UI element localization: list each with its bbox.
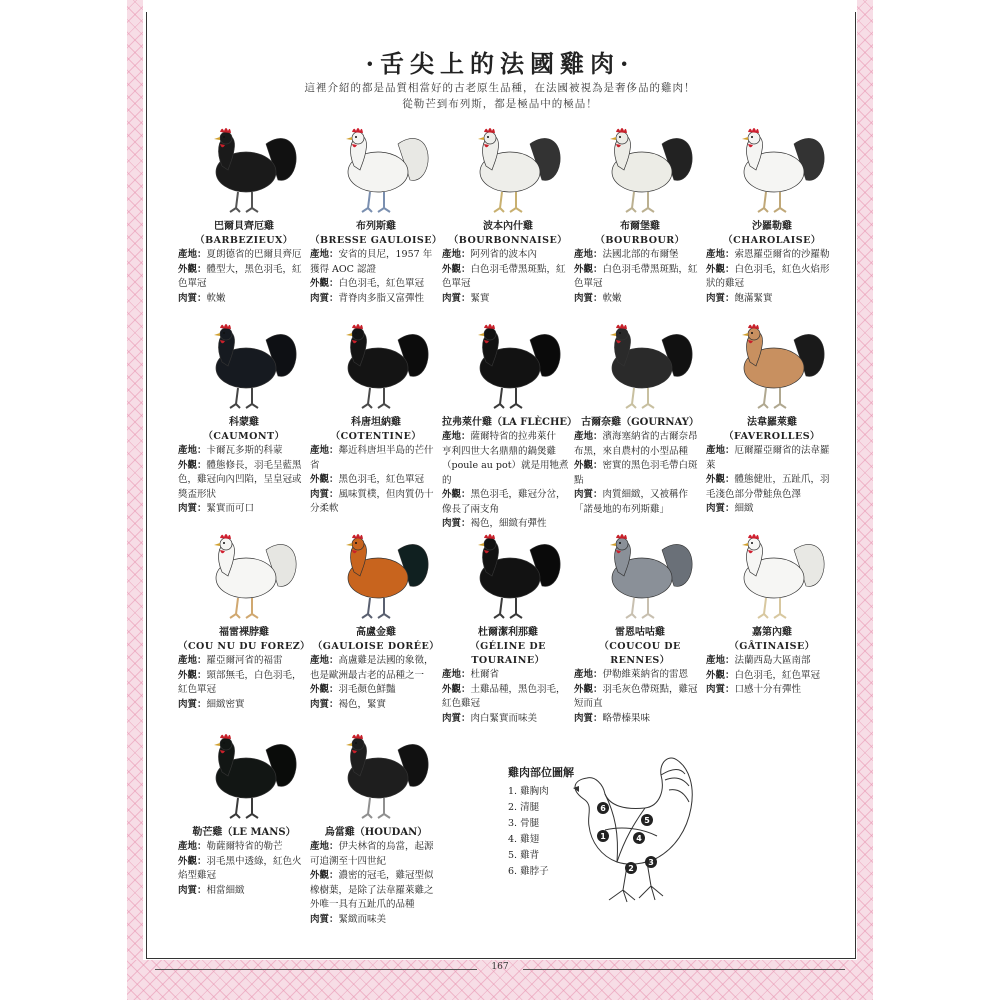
breed-card bbox=[178, 528, 310, 712]
breed-detail-line bbox=[442, 292, 574, 307]
breed-card bbox=[310, 122, 442, 306]
detail-text: 緊緻而味美 bbox=[338, 913, 387, 925]
detail-label: 產地： bbox=[178, 655, 207, 666]
left-pattern-border bbox=[127, 0, 143, 1000]
detail-text: 褐色，緊實 bbox=[338, 698, 387, 710]
page-title: ·舌尖上的法國雞肉· bbox=[365, 49, 635, 78]
detail-text: 萊 bbox=[706, 459, 716, 471]
breed-detail-line bbox=[310, 669, 442, 684]
detail-label: 外觀： bbox=[178, 855, 207, 867]
breed-detail-line bbox=[574, 248, 706, 263]
breed-detail-line bbox=[706, 654, 838, 669]
detail-label: 外觀： bbox=[706, 474, 735, 485]
detail-text: 杜爾省 bbox=[470, 669, 500, 680]
breed-detail-line bbox=[310, 473, 442, 488]
breed-name: 巴爾貝齊厄雞 bbox=[214, 221, 274, 232]
breed-name: 科蒙雞 bbox=[229, 417, 259, 428]
breed-name: 福雷裸脖雞 bbox=[219, 627, 269, 638]
detail-text: 短而直 bbox=[574, 698, 603, 709]
detail-text: 色，雞冠向內凹陷，呈皇冠或 bbox=[178, 474, 302, 485]
detail-label: 肉質： bbox=[442, 292, 471, 304]
breed-french-name: （CAUMONT） bbox=[203, 431, 285, 442]
detail-text: 法蘭西島大區南部 bbox=[734, 655, 811, 666]
breed-detail-line bbox=[178, 669, 310, 684]
detail-text: 法國北部的布爾堡 bbox=[602, 249, 679, 260]
detail-text: 狀的雞冠 bbox=[706, 278, 745, 289]
breed-card bbox=[178, 728, 310, 898]
breed-detail-line bbox=[178, 884, 310, 899]
breed-detail-line bbox=[310, 263, 442, 278]
breed-detail-line bbox=[178, 654, 310, 669]
breed-detail-line bbox=[310, 292, 442, 307]
detail-text: 夏朗德省的巴爾貝齊厄 bbox=[206, 249, 302, 260]
detail-label: 肉質： bbox=[574, 712, 603, 724]
detail-text: 點 bbox=[574, 474, 584, 486]
detail-text: 焰型雞冠 bbox=[178, 870, 217, 881]
detail-label: 外觀： bbox=[442, 683, 471, 695]
breed-detail-line bbox=[574, 263, 706, 278]
footer-rule-left bbox=[155, 969, 477, 970]
detail-text: 略帶榛果味 bbox=[602, 712, 651, 724]
detail-text: 羽毛顏色鮮豔 bbox=[338, 684, 396, 695]
parts-item: 4. 雞翅 bbox=[508, 834, 540, 845]
chicken-illustration bbox=[178, 318, 310, 414]
detail-text: 厄爾羅亞爾省的法韋羅 bbox=[734, 445, 830, 456]
breed-french-name: （COU NU DU FOREZ） bbox=[178, 641, 311, 652]
chicken-illustration bbox=[574, 528, 706, 624]
detail-text: 獎盃形狀 bbox=[178, 488, 217, 500]
breed-french-name: （BARBEZIEUX） bbox=[195, 235, 293, 246]
detail-text: 亨利四世大名鼎鼎的鍋煲雞 bbox=[442, 445, 557, 457]
detail-label: 產地： bbox=[706, 655, 735, 666]
detail-label: 外觀： bbox=[442, 263, 471, 275]
detail-label: 產地： bbox=[574, 249, 603, 260]
detail-text: 白色羽毛，紅色單冠 bbox=[338, 278, 425, 289]
detail-text: 像長了兩支角 bbox=[442, 503, 500, 515]
chicken-illustration bbox=[310, 318, 442, 414]
detail-text: 白色羽毛，紅色單冠 bbox=[734, 669, 821, 681]
part-label: 5 bbox=[644, 816, 650, 825]
breed-detail-line bbox=[178, 444, 310, 459]
breed-detail-line bbox=[310, 248, 442, 263]
breed-detail-line bbox=[574, 668, 706, 683]
detail-text: 肉白緊實而味美 bbox=[470, 712, 538, 724]
parts-item: 6. 雞脖子 bbox=[508, 866, 549, 877]
chicken-illustration bbox=[178, 528, 310, 624]
breed-detail-line bbox=[706, 263, 838, 278]
breed-name: 勒芒雞（LE MANS） bbox=[192, 827, 296, 838]
breed-detail-line bbox=[706, 444, 838, 459]
detail-text: 伊夫林省的烏當，起源 bbox=[338, 841, 434, 852]
detail-label: 外觀： bbox=[574, 263, 603, 275]
detail-label: 產地： bbox=[574, 669, 603, 680]
detail-label: 肉質： bbox=[178, 292, 207, 304]
detail-label: 產地： bbox=[442, 249, 471, 260]
detail-text: 口感十分有彈性 bbox=[734, 684, 802, 695]
breed-detail-line bbox=[178, 277, 310, 292]
detail-label: 外觀： bbox=[178, 263, 207, 275]
breed-detail-line bbox=[310, 683, 442, 698]
breed-detail-line bbox=[442, 488, 574, 503]
subtitle-line-2: 從勒芒到布列斯，都是極品中的極品！ bbox=[402, 98, 598, 110]
breed-detail-line bbox=[706, 683, 838, 698]
detail-text: 阿列省的波本內 bbox=[470, 249, 538, 260]
chicken-illustration bbox=[442, 318, 574, 414]
detail-text: （poule au pot）就是用牠煮的 bbox=[442, 460, 569, 486]
detail-text: 背脊肉多脂又富彈性 bbox=[338, 292, 425, 304]
detail-text: 色單冠 bbox=[442, 278, 471, 289]
breed-french-name: （CHAROLAISE） bbox=[723, 235, 821, 246]
chicken-illustration bbox=[178, 122, 310, 218]
detail-label: 產地： bbox=[706, 445, 735, 456]
breed-detail-line bbox=[310, 698, 442, 713]
detail-label: 外觀： bbox=[574, 683, 603, 695]
breed-french-name: （FAVEROLLES） bbox=[723, 431, 821, 442]
detail-text: 體型大，黑色羽毛，紅 bbox=[206, 263, 302, 275]
breed-detail-line bbox=[574, 697, 706, 712]
breed-detail-line bbox=[310, 913, 442, 928]
detail-label: 產地： bbox=[310, 445, 339, 456]
breed-name: 科唐坦納雞 bbox=[351, 417, 401, 428]
breed-detail-line bbox=[706, 488, 838, 503]
breed-card bbox=[310, 318, 442, 517]
breed-name: 古爾奈雞（GOURNAY） bbox=[581, 417, 699, 428]
breed-detail-line bbox=[442, 277, 574, 292]
breed-name: 拉弗萊什雞（LA FLÈCHE） bbox=[442, 417, 578, 428]
detail-label: 產地： bbox=[178, 445, 207, 456]
chicken-illustration bbox=[574, 318, 706, 414]
page-number: 167 bbox=[491, 962, 509, 972]
breed-name: 法韋羅萊雞 bbox=[747, 417, 797, 428]
breed-detail-line bbox=[574, 445, 706, 460]
detail-text: 白色羽毛，紅色火焰形 bbox=[734, 263, 830, 275]
breed-detail-line bbox=[574, 459, 706, 474]
breed-detail-line bbox=[442, 503, 574, 518]
breed-card bbox=[178, 122, 310, 306]
detail-text: 肉質細緻，又被稱作 bbox=[602, 489, 689, 500]
detail-text: 毛淺色部分帶鮭魚色澤 bbox=[706, 488, 802, 500]
detail-text: 外唯一具有五趾爪的品種 bbox=[310, 899, 415, 910]
breed-card bbox=[706, 528, 838, 698]
breed-detail-line bbox=[178, 502, 310, 517]
detail-text: 薩爾特省的拉弗萊什 bbox=[470, 431, 557, 442]
detail-text: 色單冠 bbox=[574, 278, 603, 289]
detail-text: 風味質樸，但肉質仍十 bbox=[338, 488, 434, 500]
detail-text: 伊勒維萊納省的雷恩 bbox=[602, 669, 689, 680]
breed-detail-line bbox=[442, 712, 574, 727]
detail-label: 肉質： bbox=[178, 698, 207, 710]
detail-label: 外觀： bbox=[310, 684, 339, 695]
breed-card bbox=[442, 528, 574, 726]
parts-item: 1. 雞胸肉 bbox=[508, 786, 549, 797]
breed-card bbox=[574, 528, 706, 726]
detail-text: 安省的貝尼，1957 年 bbox=[338, 249, 433, 260]
breed-french-name: （GÉLINE DE TOURAINE） bbox=[470, 641, 546, 666]
breed-french-name: （GÂTINAISE） bbox=[729, 641, 815, 652]
breed-detail-line bbox=[706, 473, 838, 488]
detail-label: 產地： bbox=[178, 249, 207, 260]
breed-detail-line bbox=[310, 840, 442, 855]
breed-detail-line bbox=[310, 869, 442, 884]
breed-name: 沙羅勒雞 bbox=[752, 221, 792, 232]
part-label: 1 bbox=[600, 832, 606, 841]
breed-detail-line bbox=[178, 488, 310, 503]
detail-label: 產地： bbox=[310, 841, 339, 852]
detail-text: 白色羽毛帶黑斑點，紅 bbox=[470, 263, 566, 275]
detail-label: 產地： bbox=[706, 249, 735, 260]
breed-card bbox=[310, 528, 442, 712]
detail-label: 產地： bbox=[310, 655, 339, 666]
chicken-illustration bbox=[442, 528, 574, 624]
breed-french-name: （GAULOISE DORÉE） bbox=[312, 641, 440, 652]
breed-detail-line bbox=[178, 683, 310, 698]
chicken-parts-diagram bbox=[565, 750, 715, 920]
breed-detail-line bbox=[442, 445, 574, 460]
detail-text: 羽毛灰色帶斑點，雞冠 bbox=[602, 683, 698, 695]
breed-detail-line bbox=[310, 488, 442, 503]
detail-label: 產地： bbox=[574, 431, 603, 442]
detail-label: 產地： bbox=[178, 841, 207, 852]
breed-detail-line bbox=[442, 459, 574, 488]
chicken-illustration bbox=[706, 122, 838, 218]
breed-detail-line bbox=[442, 697, 574, 712]
breed-detail-line bbox=[706, 669, 838, 684]
breed-detail-line bbox=[706, 277, 838, 292]
breed-detail-line bbox=[706, 459, 838, 474]
breed-detail-line bbox=[574, 683, 706, 698]
chicken-illustration bbox=[310, 122, 442, 218]
detail-label: 外觀： bbox=[310, 870, 339, 881]
breed-french-name: （BOURBONNAISE） bbox=[448, 235, 568, 246]
detail-text: 相當細緻 bbox=[206, 884, 245, 896]
detail-text: 高盧雞是法國的象徵， bbox=[338, 655, 434, 666]
chicken-illustration bbox=[442, 122, 574, 218]
breed-card bbox=[442, 318, 578, 532]
detail-text: 羽毛黑中透綠，紅色火 bbox=[206, 855, 302, 867]
breed-name: 烏當雞（HOUDAN） bbox=[324, 827, 428, 838]
detail-label: 肉質： bbox=[310, 698, 339, 710]
detail-label: 外觀： bbox=[706, 669, 735, 681]
breed-detail-line bbox=[178, 855, 310, 870]
detail-text: 勒薩爾特省的勒芒 bbox=[206, 841, 283, 852]
detail-label: 肉質： bbox=[178, 884, 207, 896]
breed-detail-line bbox=[442, 668, 574, 683]
breed-detail-line bbox=[442, 683, 574, 698]
detail-label: 肉質： bbox=[310, 292, 339, 304]
detail-label: 肉質： bbox=[178, 503, 207, 514]
breed-detail-line bbox=[442, 263, 574, 278]
breed-french-name: （BOURBOUR） bbox=[595, 235, 685, 246]
detail-text: 「諾曼地的布列斯雞」 bbox=[574, 503, 670, 515]
part-label: 3 bbox=[648, 858, 654, 867]
detail-label: 外觀： bbox=[178, 669, 207, 681]
breed-detail-line bbox=[178, 263, 310, 278]
detail-label: 肉質： bbox=[310, 913, 339, 925]
detail-text: 密實的黑色羽毛帶白斑 bbox=[602, 460, 698, 471]
detail-label: 產地： bbox=[442, 431, 471, 442]
detail-text: 飽滿緊實 bbox=[734, 292, 773, 304]
breed-name: 波本內什雞 bbox=[483, 221, 533, 232]
part-label: 4 bbox=[636, 834, 642, 843]
breed-detail-line bbox=[574, 277, 706, 292]
breed-detail-line bbox=[310, 277, 442, 292]
breed-detail-line bbox=[310, 884, 442, 899]
detail-text: 軟嫩 bbox=[602, 292, 622, 304]
detail-text: 分柔軟 bbox=[310, 503, 339, 514]
detail-text: 緊實而可口 bbox=[206, 503, 255, 514]
detail-text: 體態健壯，五趾爪，羽 bbox=[734, 474, 830, 485]
detail-text: 體態修長，羽毛呈藍黑 bbox=[206, 459, 302, 471]
detail-text: 紅色雞冠 bbox=[442, 698, 481, 709]
detail-label: 外觀： bbox=[178, 459, 207, 471]
detail-label: 肉質： bbox=[706, 292, 735, 304]
parts-item: 2. 清腿 bbox=[508, 802, 540, 813]
detail-label: 肉質： bbox=[574, 489, 603, 500]
breed-card bbox=[574, 318, 706, 517]
breed-detail-line bbox=[574, 712, 706, 727]
breed-detail-line bbox=[310, 444, 442, 459]
chicken-illustration bbox=[574, 122, 706, 218]
detail-label: 外觀： bbox=[442, 489, 471, 500]
detail-text: 紅色單冠 bbox=[178, 684, 217, 695]
detail-text: 白色羽毛帶黑斑點，紅 bbox=[602, 263, 698, 275]
breed-detail-line bbox=[442, 248, 574, 263]
breed-detail-line bbox=[178, 459, 310, 474]
breed-card bbox=[706, 318, 838, 517]
breed-name: 布列斯雞 bbox=[356, 221, 396, 232]
detail-text: 省 bbox=[310, 459, 320, 471]
detail-label: 肉質： bbox=[706, 684, 735, 695]
breed-detail-line bbox=[574, 474, 706, 489]
detail-text: 細緻密實 bbox=[206, 698, 245, 710]
page-subtitle bbox=[143, 80, 857, 112]
detail-text: 橡樹葉，是除了法韋羅萊雞之 bbox=[310, 884, 434, 896]
part-label: 2 bbox=[628, 864, 634, 873]
detail-text: 頸部無毛，白色羽毛， bbox=[206, 669, 302, 681]
detail-text: 獲得 AOC 認證 bbox=[310, 263, 376, 275]
breed-detail-line bbox=[178, 292, 310, 307]
breed-detail-line bbox=[574, 503, 706, 518]
detail-text: 黑色羽毛，雞冠分岔， bbox=[470, 489, 566, 500]
breed-name: 高盧金雞 bbox=[356, 627, 396, 638]
chicken-illustration bbox=[706, 318, 838, 414]
breed-name: 雷恩咕咕雞 bbox=[615, 627, 665, 638]
breed-detail-line bbox=[310, 898, 442, 913]
detail-label: 外觀： bbox=[574, 460, 603, 471]
breed-detail-line bbox=[706, 248, 838, 263]
detail-text: 軟嫩 bbox=[206, 292, 226, 304]
breed-french-name: （COUCOU DE RENNES） bbox=[599, 641, 681, 666]
breed-french-name: （BRESSE GAULOISE） bbox=[310, 235, 442, 246]
breed-detail-line bbox=[442, 430, 574, 445]
detail-text: 緊實 bbox=[470, 292, 490, 304]
parts-item: 3. 骨腿 bbox=[508, 818, 540, 829]
breed-detail-line bbox=[574, 292, 706, 307]
breed-detail-line bbox=[310, 459, 442, 474]
detail-label: 肉質： bbox=[442, 712, 471, 724]
detail-text: 細緻 bbox=[734, 503, 754, 514]
breed-detail-line bbox=[706, 502, 838, 517]
breed-french-name: （COTENTINE） bbox=[330, 431, 422, 442]
detail-text: 鄰近科唐坦半島的芒什 bbox=[338, 445, 434, 456]
breed-detail-line bbox=[178, 473, 310, 488]
breed-detail-line bbox=[310, 855, 442, 870]
detail-text: 卡爾瓦多斯的科蒙 bbox=[206, 445, 283, 456]
detail-label: 肉質： bbox=[310, 488, 339, 500]
breed-detail-line bbox=[574, 488, 706, 503]
breed-card bbox=[706, 122, 838, 306]
breed-detail-line bbox=[178, 248, 310, 263]
breed-card bbox=[310, 728, 442, 927]
breed-detail-line bbox=[706, 292, 838, 307]
chicken-illustration bbox=[706, 528, 838, 624]
breed-detail-line bbox=[574, 430, 706, 445]
breed-name: 杜爾潔利那雞 bbox=[478, 627, 538, 638]
breed-detail-line bbox=[178, 840, 310, 855]
detail-text: 索恩羅亞爾省的沙羅勒 bbox=[734, 249, 830, 260]
breed-detail-line bbox=[178, 698, 310, 713]
breed-detail-line bbox=[178, 869, 310, 884]
breed-name: 布爾堡雞 bbox=[620, 221, 660, 232]
detail-text: 褐色，細緻有彈性 bbox=[470, 518, 547, 529]
breed-detail-line bbox=[310, 654, 442, 669]
breed-name: 嘉第內雞 bbox=[752, 627, 792, 638]
detail-text: 布黑，來自農村的小型品種 bbox=[574, 445, 689, 457]
detail-text: 濃密的冠毛，雞冠型似 bbox=[338, 870, 434, 881]
breed-card bbox=[178, 318, 310, 517]
detail-label: 肉質： bbox=[574, 292, 603, 304]
part-label: 6 bbox=[600, 804, 606, 813]
detail-text: 可追溯至十四世紀 bbox=[310, 855, 387, 867]
parts-item: 5. 雞背 bbox=[508, 850, 540, 861]
detail-text: 黑色羽毛，紅色單冠 bbox=[338, 474, 425, 485]
detail-label: 外觀： bbox=[706, 263, 735, 275]
parts-title: 雞肉部位圖解 bbox=[508, 766, 574, 779]
detail-text: 色單冠 bbox=[178, 278, 207, 289]
breed-card bbox=[574, 122, 706, 306]
subtitle-line-1: 這裡介紹的都是品質相當好的古老原生品種，在法國被視為是奢侈品的雞肉！ bbox=[304, 82, 696, 94]
chicken-illustration bbox=[310, 528, 442, 624]
breed-card bbox=[442, 122, 574, 306]
chicken-illustration bbox=[178, 728, 310, 824]
detail-label: 產地： bbox=[310, 249, 339, 260]
detail-text: 也是歐洲最古老的品種之一 bbox=[310, 669, 425, 681]
detail-text: 濱海塞納省的古爾奈昂 bbox=[602, 431, 698, 442]
breed-detail-line bbox=[310, 502, 442, 517]
detail-label: 產地： bbox=[442, 669, 471, 680]
detail-text: 羅亞爾河省的福雷 bbox=[206, 655, 283, 666]
detail-label: 外觀： bbox=[310, 474, 339, 485]
footer-rule-right bbox=[523, 969, 845, 970]
right-pattern-border bbox=[857, 0, 873, 1000]
detail-label: 外觀： bbox=[310, 278, 339, 289]
detail-label: 肉質： bbox=[706, 503, 735, 514]
detail-label: 肉質： bbox=[442, 518, 471, 529]
chicken-illustration bbox=[310, 728, 442, 824]
detail-text: 土雞品種，黑色羽毛， bbox=[470, 683, 566, 695]
